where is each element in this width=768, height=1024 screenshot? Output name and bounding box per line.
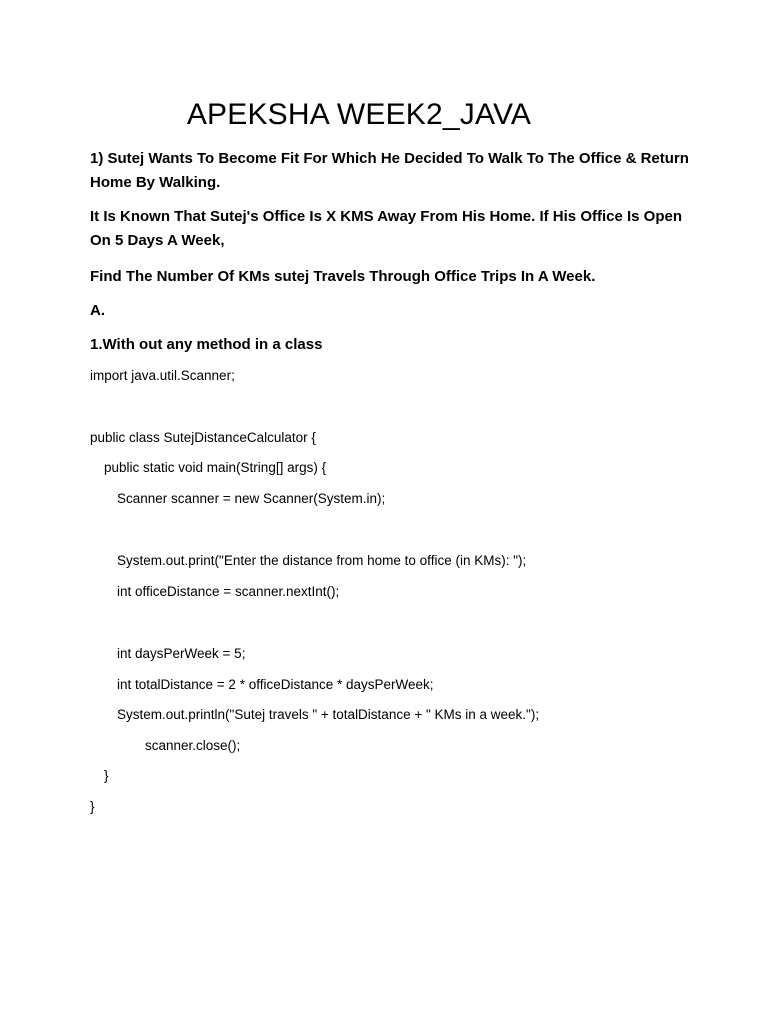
code-line-read-distance: int officeDistance = scanner.nextInt(); (117, 584, 340, 599)
code-line-prompt: System.out.print("Enter the distance from home to office (in KMs): "); (117, 553, 527, 568)
code-line-import: import java.util.Scanner; (90, 368, 235, 383)
code-line-days-per-week: int daysPerWeek = 5; (117, 646, 246, 661)
code-line-println: System.out.println("Sutej travels " + totalDistance + " KMs in a week."); (117, 707, 540, 722)
section-heading: 1.With out any method in a class (90, 336, 323, 353)
question-paragraph-1: 1) Sutej Wants To Become Fit For Which He Decided To Walk To The Office & Return Home By Walking. (90, 150, 689, 191)
question-paragraph-2: It Is Known That Sutej's Office Is X KMS Away From His Home. If His Office Is Open On 5 Days A Week, (90, 208, 683, 249)
code-line-close-main: } (104, 768, 109, 783)
code-line-main-declaration: public static void main(String[] args) { (104, 460, 327, 475)
code-line-scanner-init: Scanner scanner = new Scanner(System.in); (117, 491, 386, 506)
code-line-class-declaration: public class SutejDistanceCalculator { (90, 430, 316, 445)
question-paragraph-3: Find The Number Of KMs sutej Travels Through Office Trips In A Week. (90, 268, 596, 285)
code-line-close-class: } (90, 799, 95, 814)
code-line-scanner-close: scanner.close(); (145, 738, 241, 753)
code-line-total-distance: int totalDistance = 2 * officeDistance * daysPerWeek; (117, 677, 434, 692)
answer-label: A. (90, 302, 105, 319)
document-title: APEKSHA WEEK2_JAVA (186, 98, 532, 131)
